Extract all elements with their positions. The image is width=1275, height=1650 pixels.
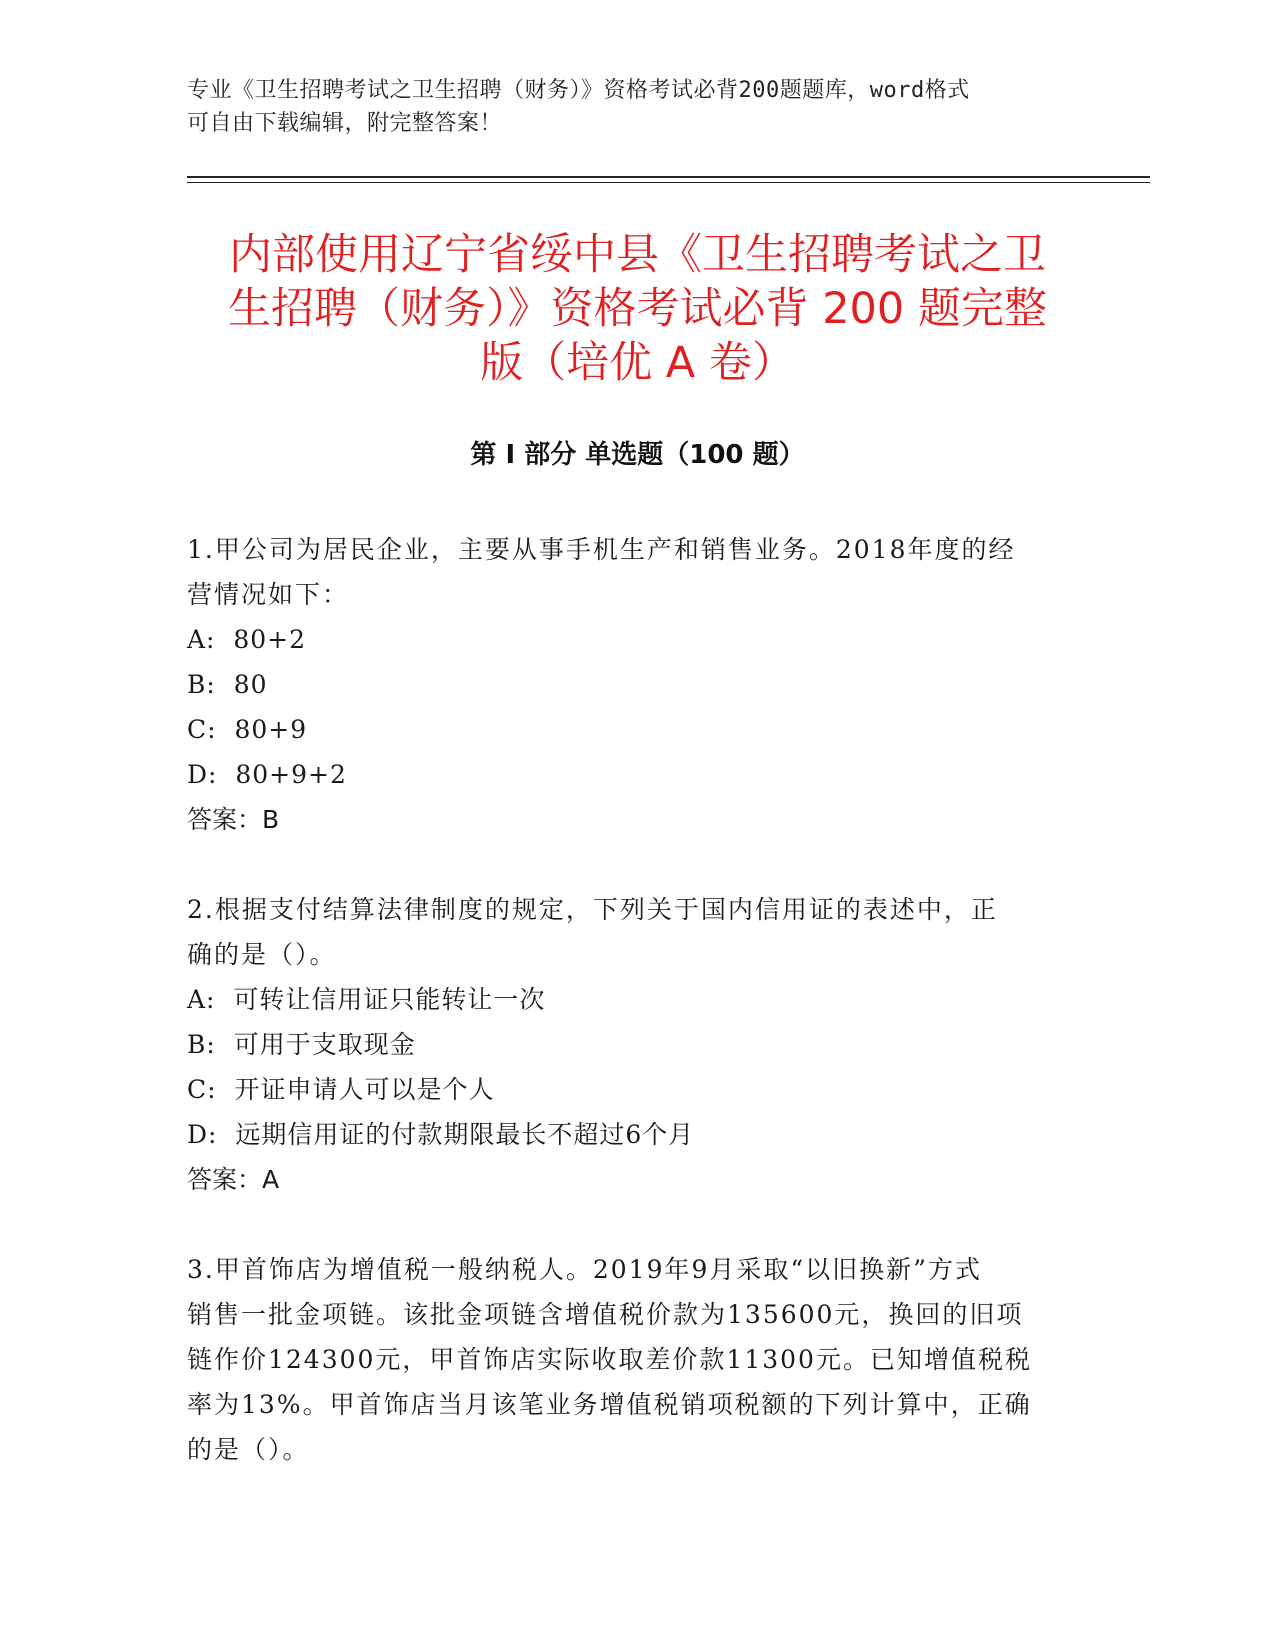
title-line: 版（培优 A 卷）	[480, 338, 795, 388]
option-c: C: 80+9	[187, 715, 308, 744]
answer-line: 答案：A	[187, 1165, 280, 1194]
question-list	[187, 527, 1067, 1472]
question-text: 率为13%。甲首饰店当月该笔业务增值税销项税额的下列计算中，正确	[187, 1390, 1032, 1419]
option-a: A: 80+2	[187, 625, 307, 654]
option-b: B: 80	[187, 670, 268, 699]
answer-line: 答案：B	[187, 805, 280, 834]
option-b: B: 可用于支取现金	[187, 1030, 416, 1059]
option-a: A: 可转让信用证只能转让一次	[187, 985, 546, 1014]
document-title	[150, 228, 1125, 390]
question-text: 确的是（）。	[187, 940, 337, 969]
question-text: 2.根据支付结算法律制度的规定，下列关于国内信用证的表述中，正	[187, 895, 998, 924]
question-text: 营情况如下：	[187, 580, 350, 609]
question-spacer	[187, 842, 1067, 887]
option-d: D: 远期信用证的付款期限最长不超过6个月	[187, 1120, 695, 1149]
header-note-line: 可自由下载编辑，附完整答案！	[187, 111, 503, 136]
title-line: 内部使用辽宁省绥中县《卫生招聘考试之卫	[229, 230, 1046, 280]
question-item	[187, 527, 1067, 842]
option-d: D: 80+9+2	[187, 760, 347, 789]
question-spacer	[187, 1202, 1067, 1247]
question-text: 3.甲首饰店为增值税一般纳税人。2019年9月采取“以旧换新”方式	[187, 1255, 982, 1284]
section-heading: 第 I 部分 单选题（100 题）	[470, 440, 805, 470]
option-c: C: 开证申请人可以是个人	[187, 1075, 495, 1104]
header-divider	[187, 176, 1150, 178]
title-line: 生招聘（财务）》资格考试必背 200 题完整	[228, 284, 1047, 334]
question-text: 的是（）。	[187, 1435, 310, 1464]
question-text: 1.甲公司为居民企业，主要从事手机生产和销售业务。2018年度的经	[187, 535, 1016, 564]
header-divider-thin	[187, 182, 1150, 183]
question-item	[187, 887, 1067, 1202]
header-note	[187, 74, 1067, 140]
question-text: 销售一批金项链。该批金项链含增值税价款为135600元，换回的旧项	[187, 1300, 1024, 1329]
question-item	[187, 1247, 1067, 1472]
question-text: 链作价124300元，甲首饰店实际收取差价款11300元。已知增值税税	[187, 1345, 1032, 1374]
header-note-line: 专业《卫生招聘考试之卫生招聘（财务）》资格考试必背200题题库，word格式	[187, 78, 970, 103]
